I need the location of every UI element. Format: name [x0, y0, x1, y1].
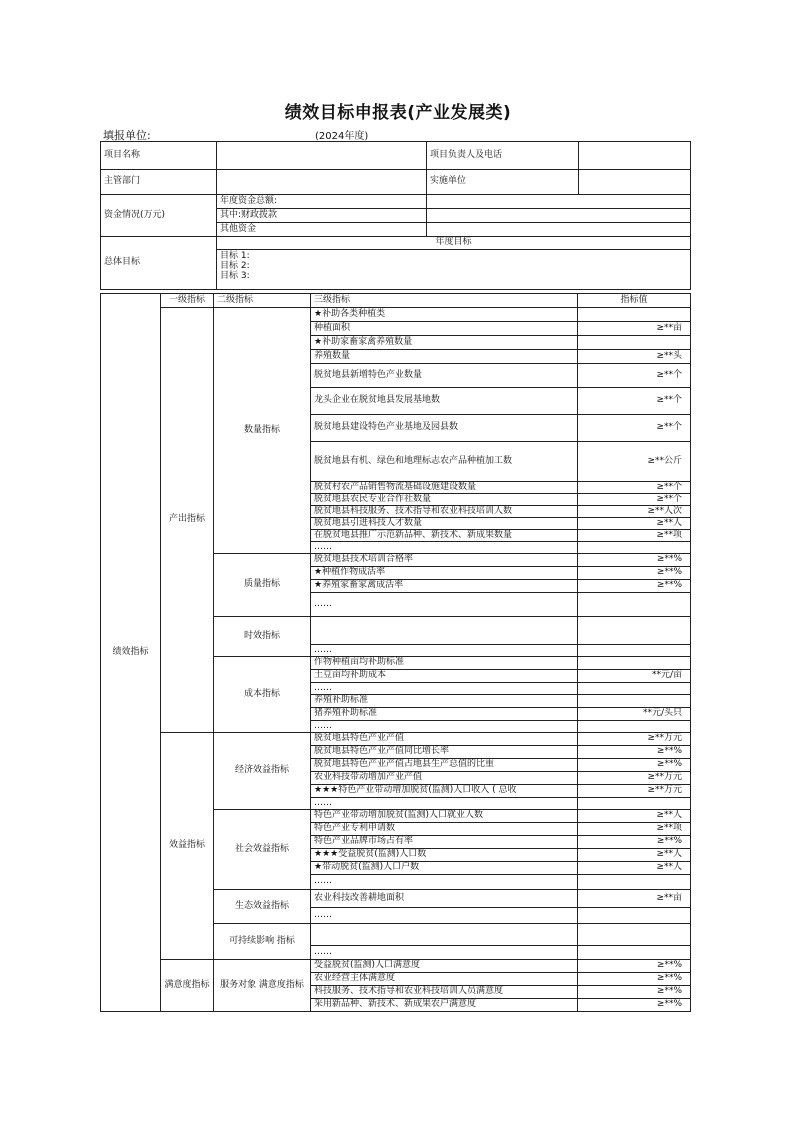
indicator-value[interactable]: ≥**%	[578, 973, 691, 986]
indicator-name: ★养殖家畜家禽成活率	[311, 580, 578, 593]
indicator-value[interactable]: ≥**%	[578, 554, 691, 567]
indicator-table	[100, 293, 691, 1012]
indicator-name: ★带动脱贫(监测)人口户数	[311, 862, 578, 875]
funds-fiscal-value[interactable]	[427, 209, 691, 223]
indicator-name: 作物种植亩均补助标准	[311, 657, 578, 670]
indicator-value[interactable]: **元/头只	[578, 708, 691, 721]
indicator-name: ……	[311, 875, 578, 890]
indicator-value[interactable]	[578, 798, 691, 810]
indicator-value[interactable]: ≥**项	[578, 530, 691, 542]
indicator-name: 脱贫地县有机、绿色和地理标志农产品种植加工数	[311, 442, 578, 482]
leader-phone-label: 项目负责人及电话	[427, 142, 579, 170]
col-level3: 三级指标	[311, 294, 578, 308]
indicator-value[interactable]	[578, 308, 691, 322]
indicator-name: ……	[311, 645, 578, 657]
indicator-name: 采用新品种、新技术、新成果农户满意度	[311, 999, 578, 1012]
indicator-value[interactable]: ≥**%	[578, 580, 691, 593]
supervisor-value[interactable]	[217, 170, 427, 195]
project-name-value[interactable]	[217, 142, 427, 170]
indicator-name: 猪养殖补助标准	[311, 708, 578, 721]
indicator-name: ★种植作物成活率	[311, 567, 578, 580]
leader-phone-value[interactable]	[579, 142, 691, 170]
indicator-name	[311, 617, 578, 645]
indicator-name: ★★★特色产业带动增加脱贫(监测)人口收入 ( 总收	[311, 785, 578, 798]
indicator-name: 脱贫地县特色产业产值同比增长率	[311, 746, 578, 759]
indicator-name: ……	[311, 542, 578, 554]
indicator-name: ★★★受益脱贫(监测)人口数	[311, 849, 578, 862]
indicator-value[interactable]: ≥**人	[578, 862, 691, 875]
indicator-value[interactable]	[578, 657, 691, 670]
indicator-name: 脱贫村农产品销售物流基础设施建设数量	[311, 482, 578, 494]
indicator-value[interactable]	[578, 695, 691, 708]
indicator-name: ……	[311, 798, 578, 810]
indicator-name: 特色产业品牌市场占有率	[311, 836, 578, 849]
indicator-value[interactable]	[578, 542, 691, 554]
funds-total-label: 年度资金总额:	[217, 195, 427, 209]
indicator-value[interactable]: ≥**%	[578, 836, 691, 849]
indicator-value[interactable]: ≥**个	[578, 494, 691, 506]
indicator-value[interactable]	[578, 875, 691, 890]
indicator-name: 科技服务、技术指导和农业科技培训人员满意度	[311, 986, 578, 999]
group-timeliness: 时效指标	[214, 617, 311, 657]
indicator-value[interactable]: ≥**%	[578, 746, 691, 759]
indicator-value[interactable]: ≥**%	[578, 999, 691, 1012]
indicator-value[interactable]: ≥**人	[578, 518, 691, 530]
indicator-value[interactable]: ≥**人	[578, 849, 691, 862]
indicator-name: 脱贫地县技术培训合格率	[311, 554, 578, 567]
indicator-value[interactable]	[578, 924, 691, 946]
benefit-label: 效益指标	[161, 733, 214, 960]
goal-3: 目标 3:	[220, 270, 250, 281]
goal-2: 目标 2:	[220, 260, 250, 271]
indicator-name: 农业科技改善耕地面积	[311, 890, 578, 908]
indicator-value[interactable]: ≥**个	[578, 388, 691, 415]
funds-fiscal-label: 其中:财政拨款	[217, 209, 427, 223]
indicator-value[interactable]	[578, 721, 691, 733]
indicator-value[interactable]: ≥**万元	[578, 772, 691, 785]
indicator-name: 养殖数量	[311, 350, 578, 364]
fill-unit-label: 填报单位:	[103, 129, 151, 142]
funds-label: 资金情况(万元)	[101, 195, 217, 237]
indicator-name: 脱贫地县农民专业合作社数量	[311, 494, 578, 506]
output-label: 产出指标	[161, 308, 214, 733]
indicator-name: ★补助各类种植类	[311, 308, 578, 322]
overall-goal-label: 总体目标	[101, 237, 217, 290]
year-label: (2024年度)	[315, 131, 369, 142]
group-quantity: 数量指标	[214, 308, 311, 554]
indicator-value[interactable]: ≥**项	[578, 823, 691, 836]
indicator-name: 脱贫地县新增特色产业数量	[311, 364, 578, 388]
indicator-value[interactable]: **元/亩	[578, 670, 691, 683]
indicator-value[interactable]: ≥**%	[578, 960, 691, 973]
indicator-name: 脱贫地县建设特色产业基地及园县数	[311, 415, 578, 442]
indicator-name: ……	[311, 908, 578, 924]
indicator-value[interactable]: ≥**%	[578, 759, 691, 772]
goals-cell[interactable]	[217, 250, 691, 290]
indicator-name: ……	[311, 721, 578, 733]
group-sustainable: 可持续影响 指标	[214, 924, 311, 960]
indicator-name: 土豆亩均补助成本	[311, 670, 578, 683]
indicator-name: 受益脱贫(监测)人口满意度	[311, 960, 578, 973]
group-cost: 成本指标	[214, 657, 311, 733]
group-ecological: 生态效益指标	[214, 890, 311, 924]
col-level1: 一级指标	[161, 294, 214, 308]
indicator-name: 农业经营主体满意度	[311, 973, 578, 986]
goal-1: 目标 1:	[220, 251, 250, 261]
impl-unit-value[interactable]	[579, 170, 691, 195]
indicator-name: ……	[311, 593, 578, 617]
indicator-name: ……	[311, 946, 578, 960]
annual-goal-header: 年度目标	[217, 237, 691, 250]
indicator-value[interactable]: ≥**万元	[578, 785, 691, 798]
indicator-value[interactable]	[578, 645, 691, 657]
indicator-name: 特色产业专利申请数	[311, 823, 578, 836]
indicator-name: 特色产业带动增加脱贫(监测)人口就业人数	[311, 810, 578, 823]
indicator-name: ……	[311, 683, 578, 695]
indicator-value[interactable]	[578, 336, 691, 350]
supervisor-label: 主管部门	[101, 170, 217, 195]
indicator-name: 脱贫地县引进科技人才数量	[311, 518, 578, 530]
satisfaction-label: 满意度指标	[161, 960, 214, 1012]
group-service: 服务对象 满意度指标	[214, 960, 311, 1012]
col-value: 指标值	[578, 294, 691, 308]
indicator-value[interactable]: ≥**个	[578, 415, 691, 442]
col-level2: 二级指标	[214, 294, 311, 308]
indicator-value[interactable]	[578, 617, 691, 645]
indicator-value[interactable]: ≥**万元	[578, 733, 691, 746]
indicator-value[interactable]: ≥**个	[578, 364, 691, 388]
indicator-name: 龙头企业在脱贫地县发展基地数	[311, 388, 578, 415]
group-economic: 经济效益指标	[214, 733, 311, 810]
funds-other-label: 其他资金	[217, 223, 427, 237]
indicator-name: 养殖补助标准	[311, 695, 578, 708]
perf-label: 绩效指标	[101, 294, 161, 1012]
indicator-value[interactable]: ≥**亩	[578, 322, 691, 336]
indicator-value[interactable]	[578, 683, 691, 695]
indicator-value[interactable]: ≥**头	[578, 350, 691, 364]
impl-unit-label: 实施单位	[427, 170, 579, 195]
indicator-value[interactable]: ≥**公斤	[578, 442, 691, 482]
group-social: 社会效益指标	[214, 810, 311, 890]
indicator-name: 脱贫地县科技服务、技术指导和农业科技培训人数	[311, 506, 578, 518]
indicator-name: ★补助家畜家禽养殖数量	[311, 336, 578, 350]
page-title: 绩效目标申报表(产业发展类)	[284, 103, 512, 123]
indicator-name: 脱贫地县特色产业产值	[311, 733, 578, 746]
indicator-value[interactable]: ≥**人	[578, 810, 691, 823]
indicator-name: 在脱贫地县推广示范新品种、新技术、新成果数量	[311, 530, 578, 542]
indicator-value[interactable]: ≥**人次	[578, 506, 691, 518]
indicator-value[interactable]: ≥**%	[578, 567, 691, 580]
basic-info-table	[100, 141, 691, 290]
indicator-value[interactable]: ≥**亩	[578, 890, 691, 908]
indicator-value[interactable]: ≥**个	[578, 482, 691, 494]
indicator-name: 种植面积	[311, 322, 578, 336]
indicator-name: 农业科技带动增加产业产值	[311, 772, 578, 785]
funds-total-value[interactable]	[427, 195, 691, 209]
indicator-name: 脱贫地县特色产业产值占地县生产总值的比重	[311, 759, 578, 772]
indicator-name	[311, 924, 578, 946]
group-quality: 质量指标	[214, 554, 311, 617]
funds-other-value[interactable]	[427, 223, 691, 237]
indicator-value[interactable]	[578, 593, 691, 617]
indicator-value[interactable]	[578, 946, 691, 960]
project-name-label: 项目名称	[101, 142, 217, 170]
indicator-value[interactable]: ≥**%	[578, 986, 691, 999]
indicator-value[interactable]	[578, 908, 691, 924]
